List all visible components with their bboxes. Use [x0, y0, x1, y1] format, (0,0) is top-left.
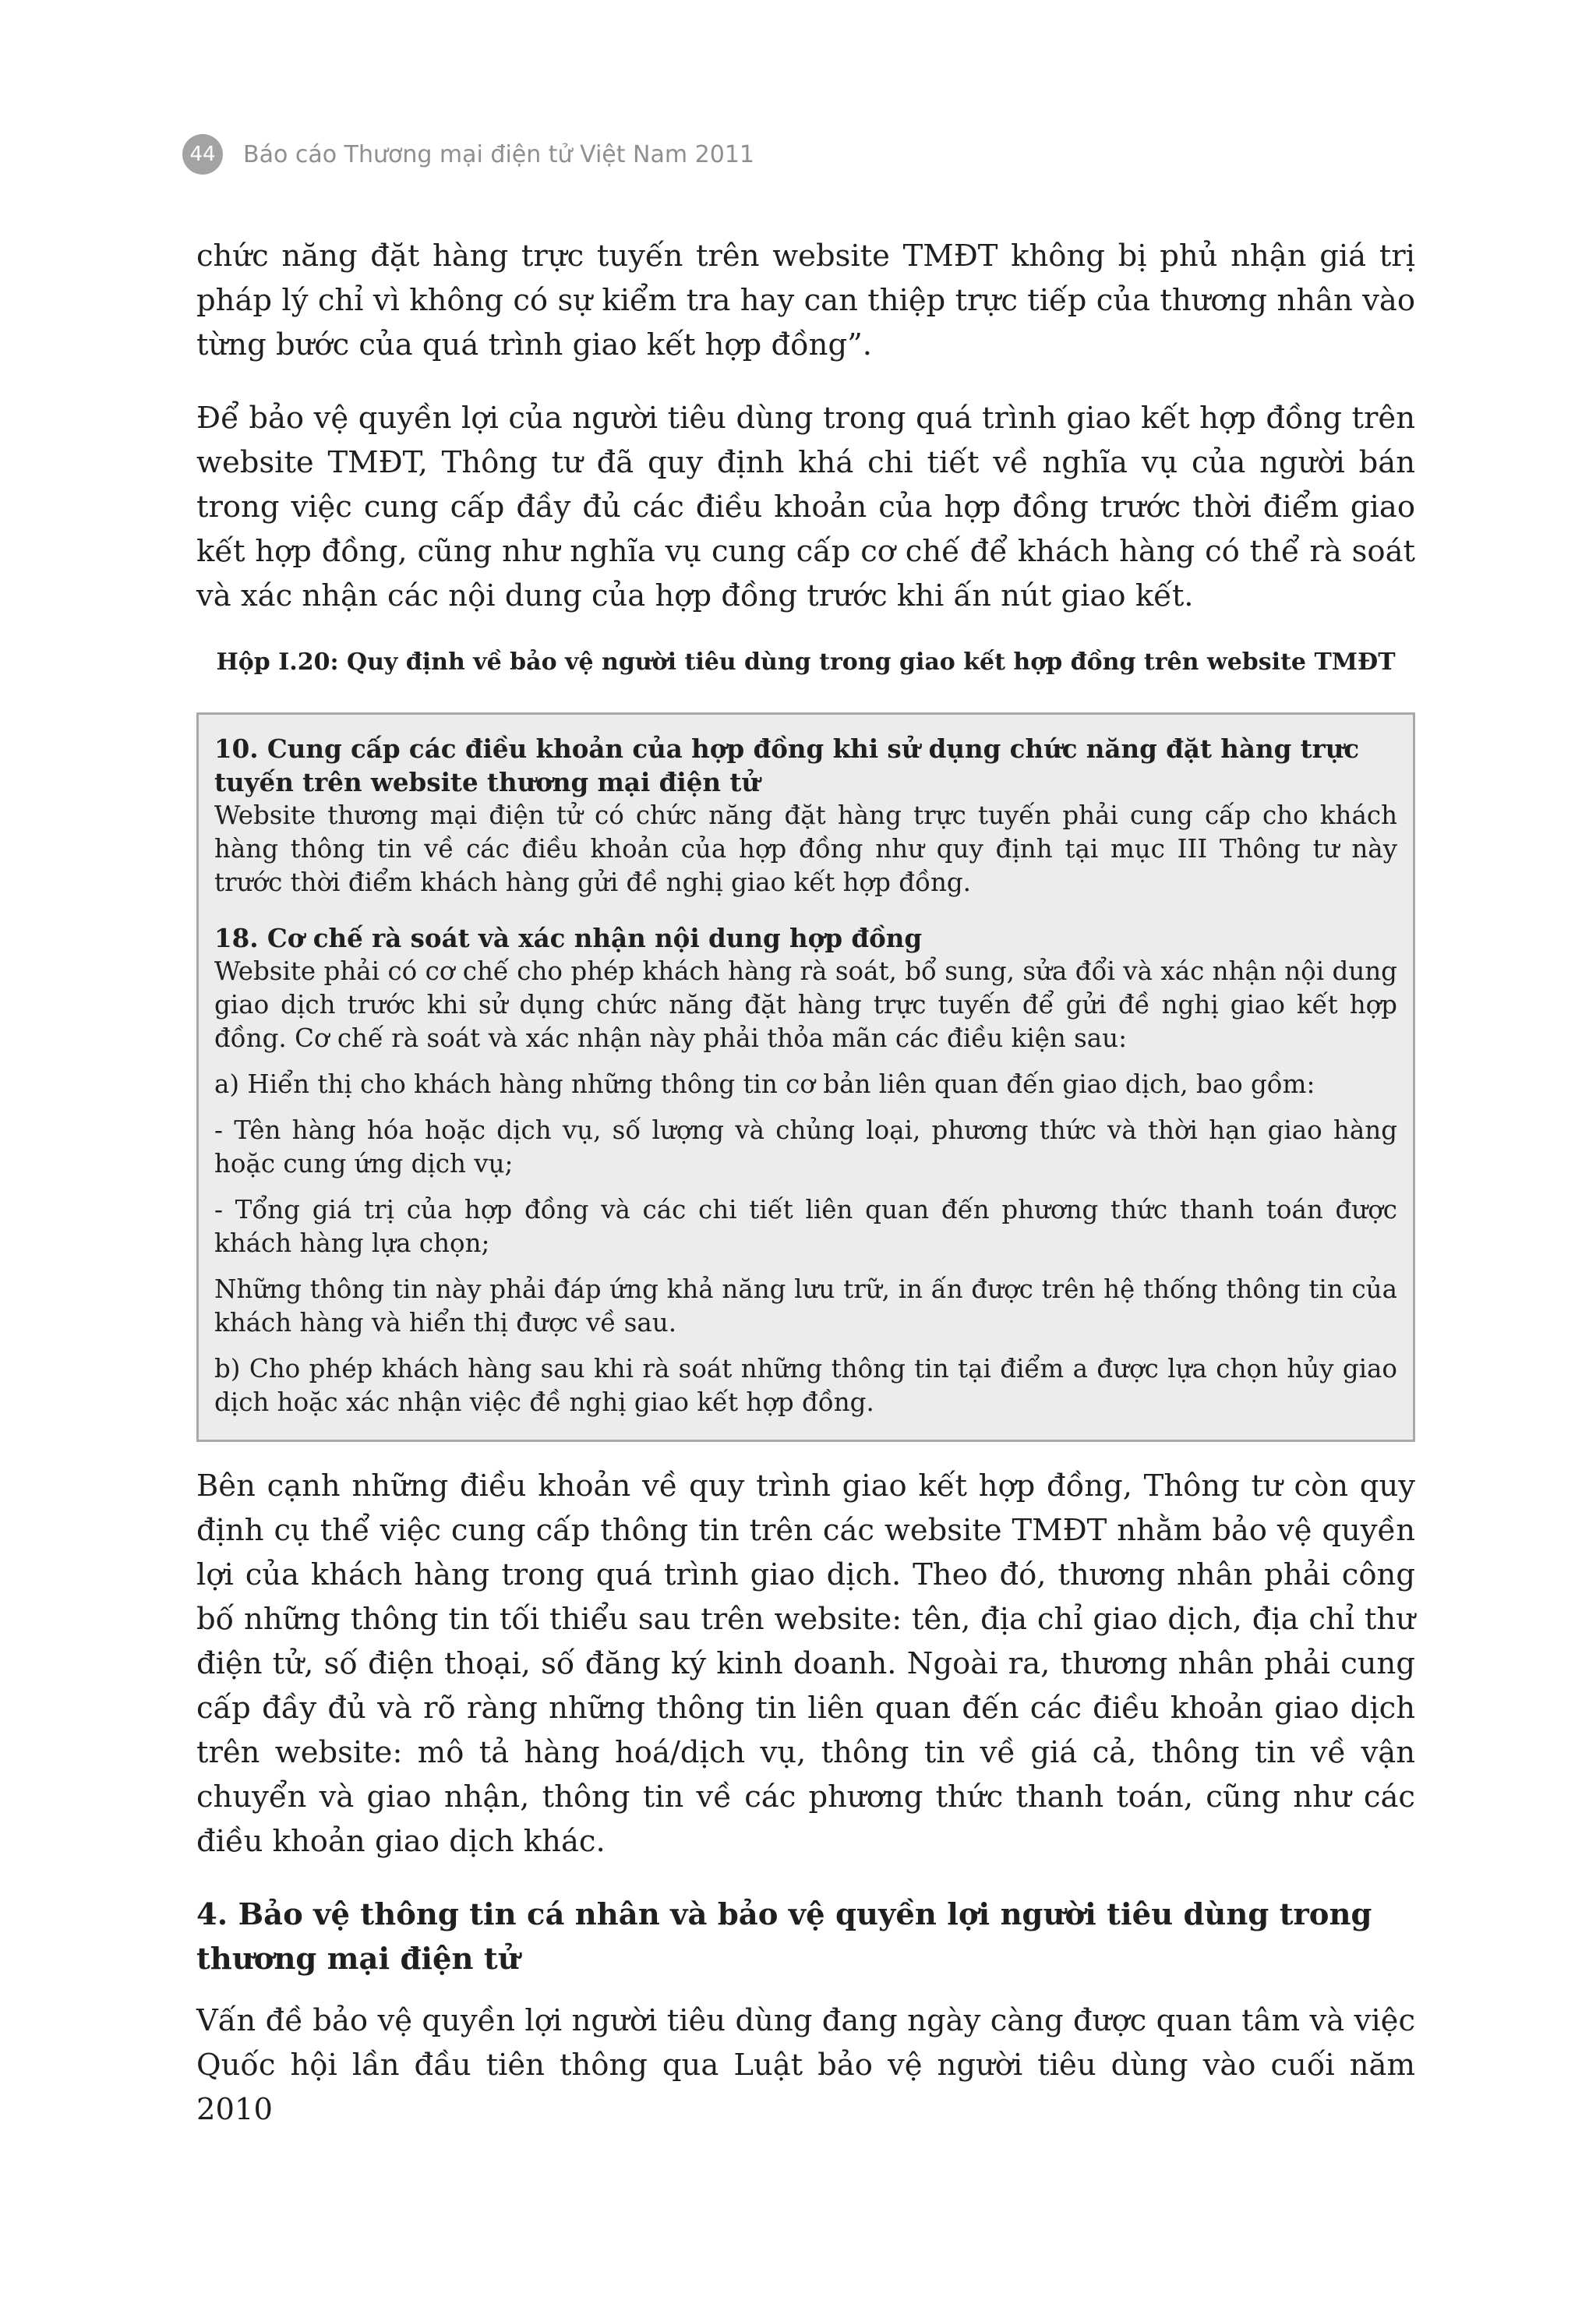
regulation-box — [196, 712, 1415, 1442]
box-item-a3: Những thông tin này phải đáp ứng khả năng lưu trữ, in ấn được trên hệ thống thông tin của khách hàng và hiển thị được về sau. — [214, 1274, 1397, 1338]
running-header — [182, 134, 754, 175]
box-section-18-title: 18. Cơ chế rà soát và xác nhận nội dung hợp đồng — [214, 923, 923, 953]
box-section-18-text: Website phải có cơ chế cho phép khách hàng rà soát, bổ sung, sửa đổi và xác nhận nội dung giao dịch trước khi sử dụng chức năng đặt hàng trực tuyến để gửi đề nghị giao kết hợp đồng. Cơ chế rà soát và xác nhận này phải thỏa mãn các điều kiện sau: — [214, 956, 1397, 1053]
box-section-10-text: Website thương mại điện tử có chức năng đặt hàng trực tuyến phải cung cấp cho khách hàng thông tin về các điều khoản của hợp đồng như quy định tại mục III Thông tư này trước thời điểm khách hàng gửi đề nghị giao kết hợp đồng. — [214, 800, 1397, 897]
box-caption: Hộp I.20: Quy định về bảo vệ người tiêu dùng trong giao kết hợp đồng trên website TMĐT — [216, 648, 1396, 676]
box-item-a2: - Tổng giá trị của hợp đồng và các chi tiết liên quan đến phương thức thanh toán được khách hàng lựa chọn; — [214, 1195, 1397, 1258]
body-paragraph-3: Bên cạnh những điều khoản về quy trình giao kết hợp đồng, Thông tư còn quy định cụ thể việc cung cấp thông tin trên các website TMĐT nhằm bảo vệ quyền lợi của khách hàng trong quá trình giao dịch. Theo đó, thương nhân phải công bố những thông tin tối thiểu sau trên website: tên, địa chỉ giao dịch, địa chỉ thư điện tử, số điện thoại, số đăng ký kinh doanh. Ngoài ra, thương nhân phải cung cấp đầy đủ và rõ ràng những thông tin liên quan đến các điều khoản giao dịch trên website: mô tả hàng hoá/dịch vụ, thông tin về giá cả, thông tin về vận chuyển và giao nhận, thông tin về các phương thức thanh toán, cũng như các điều khoản giao dịch khác. — [196, 1468, 1415, 1859]
box-item-b: b) Cho phép khách hàng sau khi rà soát những thông tin tại điểm a được lựa chọn hủy giao dịch hoặc xác nhận việc đề nghị giao kết hợp đồng. — [214, 1354, 1397, 1417]
box-section-10-title: 10. Cung cấp các điều khoản của hợp đồng khi sử dụng chức năng đặt hàng trực tuyến trên website thương mại điện tử — [214, 733, 1360, 797]
body-paragraph-2: Để bảo vệ quyền lợi của người tiêu dùng trong quá trình giao kết hợp đồng trên website TMĐT, Thông tư đã quy định khá chi tiết về nghĩa vụ của người bán trong việc cung cấp đầy đủ các điều khoản của hợp đồng trước thời điểm giao kết hợp đồng, cũng như nghĩa vụ cung cấp cơ chế để khách hàng có thể rà soát và xác nhận các nội dung của hợp đồng trước khi ấn nút giao kết. — [196, 401, 1415, 613]
page-content — [196, 234, 1415, 2161]
box-item-a: a) Hiển thị cho khách hàng những thông tin cơ bản liên quan đến giao dịch, bao gồm: — [214, 1069, 1315, 1099]
page-number-badge: 44 — [182, 134, 223, 175]
box-item-a1: - Tên hàng hóa hoặc dịch vụ, số lượng và chủng loại, phương thức và thời hạn giao hàng hoặc cung ứng dịch vụ; — [214, 1115, 1397, 1179]
section-4-heading: 4. Bảo vệ thông tin cá nhân và bảo vệ quyền lợi người tiêu dùng trong thương mại điện tử — [196, 1897, 1372, 1977]
running-title: Báo cáo Thương mại điện tử Việt Nam 2011 — [243, 140, 754, 168]
body-paragraph-1: chức năng đặt hàng trực tuyến trên website TMĐT không bị phủ nhận giá trị pháp lý chỉ vì không có sự kiểm tra hay can thiệp trực tiếp của thương nhân vào từng bước của quá trình giao kết hợp đồng”. — [196, 239, 1415, 362]
body-paragraph-4: Vấn đề bảo vệ quyền lợi người tiêu dùng đang ngày càng được quan tâm và việc Quốc hội lần đầu tiên thông qua Luật bảo vệ người tiêu dùng vào cuối năm 2010 — [196, 2003, 1415, 2127]
